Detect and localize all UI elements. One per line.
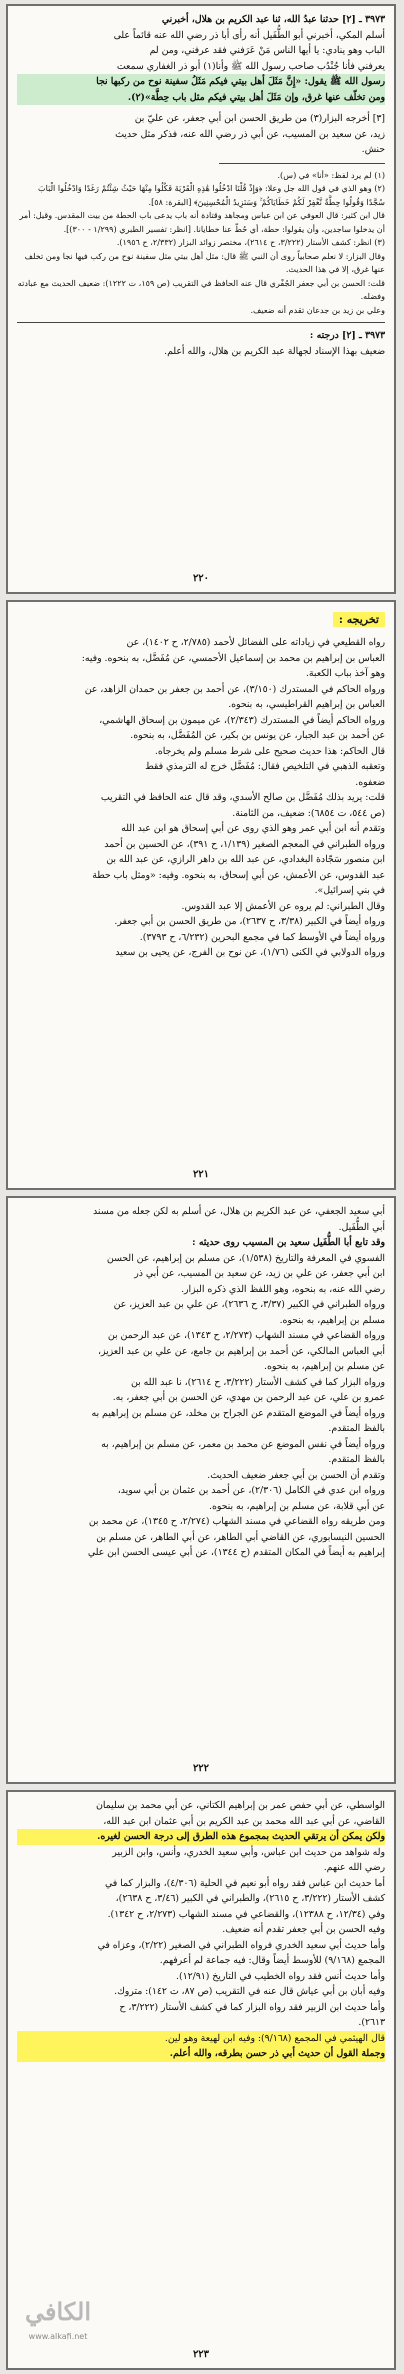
- book-page-223: [6, 1790, 396, 2370]
- watermark-url: www.alkafi.net: [28, 2332, 88, 2341]
- takhrij-line: ورواه الطبراني في الكبير (٣/٣٧، ح ٢٦٣٦)، عن علي بن عبد العزيز، عن: [113, 1299, 385, 1310]
- takhrij-line: كشف الأستار (٣/٢٢٢، ح ٢٦١٥)، والطبراني في الكبير (٣/٤٦، ح ٢٦٣٨)،: [115, 1893, 385, 1904]
- takhrij-line: الحسين النيسابوري، عن القاضي أبي الطاهر، عن أبي الطاهر، عن مسلم بن: [96, 1531, 385, 1543]
- takhrij-line: عمرو بن علي، عن عبد الرحمن بن مهدي، عن الحسن بن أبي جعفر، به.: [112, 1392, 385, 1403]
- takhrij-line: القاضي، عن أبي عبد الله محمد بن عبد الكريم بن أبي عثمان ابن عبد الله،: [103, 1815, 385, 1827]
- book-page-222: [6, 1196, 396, 1784]
- takhrij-line: وقد تابع أبا الطُّفَيل سعيد بن المسيب روى حديثه :: [192, 1237, 385, 1248]
- hadith-line: [٣] أخرجه البزار(٣) من طريق الحسن ابن أبي جعفر، عن عليّ بن: [134, 113, 385, 124]
- footnote: قلت: الحسن بن أبي جعفر الجُفْري قال عنه الحافظ في التقريب (ص ١٥٩، ت ١٢٢٢): ضعيف الحديث مع عبادته وفضله.: [17, 277, 385, 301]
- watermark-brand: الكافي: [24, 2297, 92, 2326]
- takhrij-line: أبي العباس المالكي، عن أحمد بن إبراهيم بن جامع، عن علي بن عبد العزيز،: [97, 1345, 385, 1357]
- page-number: ٢٢٣: [192, 2349, 210, 2360]
- takhrij-line: ورواه الدولابي في الكنى (١/٧٦)، عن نوح بن الفرج، عن يحيى بن سعيد: [115, 947, 385, 958]
- takhrij-line: عن أبي قلابة، عن مسلم بن إبراهيم، به بنحوه.: [209, 1500, 385, 1512]
- takhrij-line: ٢٦١٣).: [358, 2017, 385, 2028]
- takhrij-line: ومن طريقه رواه القضاعي في مسند الشهاب (٢/٢٧٤، ح ١٣٤٥)، عن محمد بن: [88, 1516, 385, 1527]
- page-number: ٢٢١: [192, 1169, 210, 1180]
- takhrij-line: ضعفوه.: [355, 776, 385, 788]
- takhrij-line: (ص ٥٤٤، ت ٦٨٥٤): ضعيف، من الثامنة.: [232, 807, 385, 819]
- takhrij-line: الواسطي، عن أبي حفص عمر بن إبراهيم الكتاني، عن أبي محمد بن سليمان: [96, 1800, 385, 1811]
- hadith-line: ٣٩٧٣ ـ [٢] حدثنا عبدُ الله، ثنا عبد الكريم بن هلال، أخبرني: [161, 14, 385, 25]
- hadith-line: يعرفني فأنا جُنْدُب صاحب رسول الله ﷺ وأنا(١) أبو ذر الغفاري سمعت: [116, 60, 385, 72]
- takhrij-line: المجمع (٩/١٦٨) للأوسط أيضاً وقال: فيه جماعة لم أعرفهم.: [159, 1955, 385, 1966]
- hadith-matn-highlight: ومن تخلّف عنها غرق، وإن مَثَلَ أهل بيتي فيكم مثل باب حِطَّة»(٢).: [17, 90, 385, 106]
- takhrij-line: رضي الله عنهم.: [323, 1862, 385, 1873]
- takhrij-line: وقال الطبراني: لم يروه عن الأعمش إلا عبد القدوس.: [181, 900, 385, 912]
- takhrij-line: ورواه أيضاً في الأوسط كما في مجمع البحرين (٦/٢٣٢، ح ٣٧٩٣).: [139, 931, 385, 943]
- hadith-line: أسلم المكي، أخبرني أبو الطُّفَيل أنه رأى أبا ذر رضي الله عنه قائماً على: [113, 29, 385, 41]
- ruling-highlight: ولكن يمكن أن يرتقي الحديث بمجموع هذه الطرق إلى درجة الحسن لغيره.: [17, 1829, 385, 1845]
- ruling-highlight: قال الهيثمي في المجمع (٩/١٦٨): وفيه ابن لهيعة وهو لين.: [17, 2031, 385, 2047]
- takhrij-line: وتعقبه الذهبي في التلخيص فقال: مُفَضَّل خرج له الترمذي فقط: [145, 761, 385, 772]
- book-page-220: [6, 4, 396, 594]
- takhrij-line: في بني إسرائيل».: [314, 885, 385, 896]
- takhrij-line: العباس بن إبراهيم القراطيسي، به بنحوه.: [228, 699, 385, 710]
- takhrij-line: وهو آخذ بباب الكعبة.: [305, 668, 385, 679]
- takhrij-line: ورواه القضاعي في مسند الشهاب (٢/٢٧٣، ح ١٣٤٣)، عن عبد الرحمن بن: [107, 1330, 385, 1341]
- takhrij-line: وفي (١٢/٣٤، ح ١٢٣٨٨)، والقضاعي في مسند الشهاب (٢/٢٧٣، ح ١٣٤٢).: [107, 1908, 385, 1920]
- ruling-highlight: وجملة القول أن حديث أبي ذر حسن بطرقه، والله أعلم.: [17, 2046, 385, 2062]
- footnote: وقال البزار: لا نعلم صحابياً روى أن النبي ﷺ قال: مثل أهل بيتي مثل سفينة نوح من ركب فيها نجا ومن تخلف عنها غرق، إلا في هذا الحديث.: [24, 250, 385, 274]
- takhrij-line: إبراهيم به أيضاً في المكان المتقدم (ح ١٣٤٤)، عن أبي عيسى الحسن ابن علي: [87, 1547, 385, 1558]
- takhrij-line: الفسوي في المعرفة والتاريخ (١/٥٣٨)، عن مسلم بن إبراهيم، عن الحسن: [106, 1252, 385, 1264]
- section-heading-takhrij: تخريجه :: [333, 612, 385, 627]
- hadith-matn-highlight: رسول الله ﷺ يقول: «إِنَّ مَثَلَ أهل بيتي فيكم مَثَلُ سفينة نوح من ركبها نجا: [17, 74, 385, 90]
- page-number: ٢٢٢: [192, 1763, 210, 1774]
- takhrij-line: عن أحمد بن عبد الجبار، عن يونس بن بكير، عن المُفَضَّل، به بنحوه.: [130, 730, 385, 741]
- takhrij-line: وفيه أبان بن أبي عياش قال عنه في التقريب (ص ٨٧، ت ١٤٢): متروك.: [114, 1986, 385, 1997]
- footnote: (٣) انظر: كشف الأستار (٣/٢٢٢، ح ٢٦١٤)، مختصر زوائد البزار (٢/٣٣٢، ح ١٩٥٦).: [116, 237, 385, 247]
- takhrij-line: وله شواهد من حديث ابن عباس، وأبي سعيد الخدري، وأنس، وابن الزبير: [112, 1846, 385, 1858]
- takhrij-line: عن مسلم بن إبراهيم، به بنحوه.: [264, 1361, 385, 1372]
- takhrij-line: رضي الله عنه، به بنحوه، وهو اللفظ الذي ذكره البزار.: [181, 1283, 385, 1295]
- hadith-line: الباب وهو ينادي: يا أيها الناس مَنْ عَرَفني فقد عرفني، ومن لم: [149, 45, 385, 56]
- footnote: (١) لم يرد لفظ: «أنا» في (س).: [277, 169, 385, 180]
- takhrij-line: وفيه الحسن بن أبي جعفر تقدم أنه ضعيف.: [222, 1924, 385, 1935]
- takhrij-line: رواه القطيعي في زياداته على الفضائل لأحمد (٢/٧٨٥، ح ١٤٠٢)، عن: [126, 637, 385, 648]
- hadith-line: حنش.: [361, 144, 385, 155]
- takhrij-line: ورواه أيضاً في الموضع المتقدم عن الجراح بن مخلد، عن مسلم بن إبراهيم به: [91, 1407, 385, 1419]
- takhrij-line: أبي سعيد الجعفي، عن عبد الكريم بن هلال، عن أسلم به لكن جعله من مسند: [93, 1206, 385, 1217]
- takhrij-line: عبد القدوس، عن الأعمش، عن أبي إسحاق، به بنحوه. وفيه: «ومثل باب حطة: [92, 869, 385, 881]
- takhrij-line: ورواه الطبراني في المعجم الصغير (١/١٣٩، ح ٣٩١)، عن الحسين بن أحمد: [104, 838, 385, 850]
- footnote: وعلي بن زيد بن جدعان تقدم أنه ضعيف.: [250, 304, 385, 315]
- section-divider: [17, 322, 385, 323]
- takhrij-line: وأما حديث أنس فقد رواه الخطيب في التاريخ (١٢/٩١).: [176, 1970, 385, 1982]
- takhrij-line: وتقدم أنه ابن أبي عمر وهو الذي روى عن أبي إسحاق هو ابن عبد الله: [121, 823, 385, 834]
- takhrij-line: بالفظ المتقدم.: [328, 1454, 385, 1465]
- alkafi-watermark-logo: [16, 2292, 100, 2356]
- takhrij-line: أبي الطُّفَيل.: [338, 1221, 385, 1233]
- hadith-line: زيد، عن سعيد بن المسيب، عن أبي ذر رضي الله عنه، فذكر مثل حديث: [115, 128, 385, 140]
- book-page-221: [6, 600, 396, 1190]
- grade-text: ضعيف بهذا الإسناد لجهالة عبد الكريم بن هلال، والله أعلم.: [164, 345, 385, 357]
- takhrij-line: ورواه الحاكم في المستدرك (٣/١٥٠)، عن أحمد بن جعفر بن حمدان الزاهد، عن: [84, 683, 385, 695]
- footnote-divider: [219, 163, 385, 164]
- takhrij-line: قلت: يريد بذلك مُفَضَّل بن صالح الأسدي، وقد قال عنه الحافظ في التقريب: [100, 792, 385, 803]
- takhrij-line: ورواه ابن عدي في الكامل (٢/٣٠٦)، عن أحمد بن عثمان بن أبي سويد،: [117, 1485, 385, 1496]
- takhrij-line: بالفظ المتقدم.: [328, 1423, 385, 1434]
- takhrij-line: ابن منصور سَجّادة البغدادي، عن عبد الله بن داهر الرازي، عن عبد الله بن: [106, 854, 385, 865]
- grade-heading: ٣٩٧٣ ـ [٢] درجته :: [309, 330, 385, 341]
- takhrij-line: وأما حديث ابن الزبير فقد رواه البزار كما في كشف الأستار (٣/٢٢٢، ح: [119, 2001, 385, 2013]
- takhrij-line: وأما حديث أبي سعيد الخدري فرواه الطبراني في الصغير (٢/٢٢)، وعزاه في: [97, 1939, 385, 1951]
- takhrij-line: مسلم بن إبراهيم، به بنحوه.: [279, 1314, 385, 1326]
- takhrij-line: قال الحاكم: هذا حديث صحيح على شرط مسلم ولم يخرجاه.: [154, 745, 385, 757]
- takhrij-line: ورواه أيضاً في الكبير (٣/٣٨، ح ٢٦٣٧)، من طريق الحسن بن أبي جعفر.: [114, 916, 385, 927]
- takhrij-line: العباس بن إبراهيم بن محمد بن إسماعيل الأحمسي، عن مُفَضَّل، به بنحوه. وفيه:: [81, 652, 385, 664]
- takhrij-line: وتقدم أن الحسن بن أبي جعفر ضعيف الحديث.: [207, 1469, 385, 1481]
- takhrij-line: ورواه البزار كما في كشف الأستار (٣/٢٢٢، ح ٢٦١٤)، نا عبد الله بن: [131, 1376, 385, 1388]
- takhrij-line: ورواه أيضاً في نفس الموضع عن محمد بن معمر، عن مسلم بن إبراهيم، به: [101, 1438, 385, 1450]
- takhrij-line: أما حديث ابن عباس فقد رواه أبو نعيم في الحلية (٤/٣٠٦)، والبزار كما في: [104, 1877, 385, 1889]
- takhrij-line: ورواه الحاكم أيضاً في المستدرك (٢/٣٤٣)، عن ميمون بن إسحاق الهاشمي،: [99, 714, 385, 726]
- footnote: قال ابن كثير: قال العوفي عن ابن عباس ومجاهد وقتادة أنه باب يدعى باب الحطة من بيت المقدس. وقيل: أمر أن يدخلوا ساجدين، وأن يقولوا: حطة، أي حُطّ عنا خطايانا. [انظر: تفسير الطبري (١/٢٩٩ - ٣٠٠)].: [19, 210, 385, 234]
- footnote: (٢) وهو الذي في قول الله جل وعلا: ﴿وَإِذْ قُلْنَا ادْخُلُوا هَٰذِهِ الْقَرْيَةَ فَكُلُوا مِنْهَا حَيْثُ شِئْتُمْ رَغَدًا وَادْخُلُوا الْبَابَ سُجَّدًا وَقُولُوا حِطَّةٌ نَّغْفِرْ لَكُمْ خَطَايَاكُمْ ۚ وَسَنَزِيدُ الْمُحْسِنِينَ﴾ [البقرة: ٥٨].: [38, 183, 385, 207]
- page-number: ٢٢٠: [192, 573, 210, 584]
- takhrij-line: ابن أبي جعفر، عن علي بن زيد، عن سعيد بن المسيب، عن أبي ذر: [134, 1268, 385, 1279]
